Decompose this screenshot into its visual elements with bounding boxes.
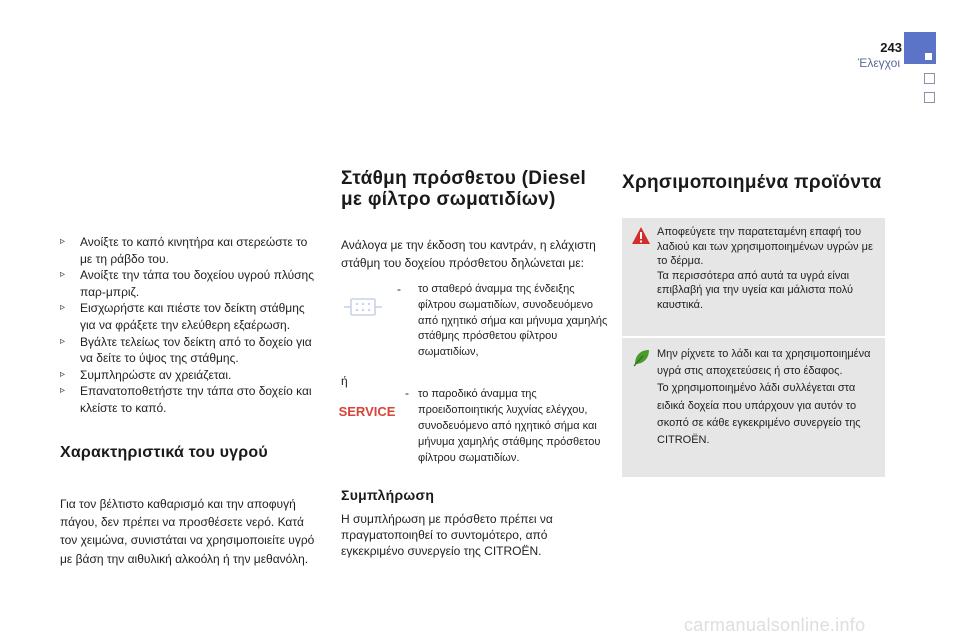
- environment-text: Μην ρίχνετε το λάδι και τα χρησιμοποιημένα υγρά στις αποχετεύσεις ή στο έδαφος. Το χρησιμοποιημένο λάδι συλλέγεται στα ειδικά δοχεία που υπάρχουν για αυτόν το σκοπό σε κάθε εγκεκριμένο συνεργείο της CITROËN.: [657, 348, 871, 447]
- list-item: ▹ Βγάλτε τελείως τον δείκτη από το δοχείο για να δείτε το ύψος της στάθμης.: [60, 334, 312, 366]
- list-item: ▹ Ανοίξτε το καπό κινητήρα και στερεώστε το με τη ράβδο του.: [60, 235, 308, 266]
- arrow-bullet-icon: ▹: [60, 236, 66, 247]
- particle-filter-warning-icon: [343, 294, 383, 320]
- arrow-bullet-icon: ▹: [60, 302, 66, 314]
- additive-intro-text: Ανάλογα με την έκδοση του καντράν, η ελάχιστη στάθμη του δοχείου πρόσθετου δηλώνεται με:: [341, 238, 596, 270]
- fluid-specs-heading: Χαρακτηριστικά του υγρού: [60, 444, 268, 461]
- list-item: ▹ Ανοίξτε την τάπα του δοχείου υγρού πλύσης παρ-μπριζ.: [60, 268, 314, 299]
- check-steps-list: [60, 234, 322, 417]
- fixed-warning-text: το σταθερό άναμμα της ένδειξης φίλτρου σωματιδίων, συνοδευόμενο από ηχητικό σήμα και μήνυμα χαμηλής στάθμης πρόσθετου φίλτρου σωματιδίων,: [418, 283, 608, 359]
- service-warning-icon: [338, 402, 396, 420]
- fluid-specs-text: Για τον βέλτιστο καθαρισμό και την αποφυγή πάγου, δεν πρέπει να προσθέσετε νερό. Κατά τον χειμώνα, συνιστάται να χρησιμοποιείτε υγρό με βάση την αιθυλική αλκοόλη ή την μεθανόλη.: [60, 497, 315, 566]
- page-number: 243: [880, 40, 902, 55]
- leaf-icon: [631, 348, 651, 368]
- warning-icon: [631, 226, 651, 245]
- refill-heading: Συμπλήρωση: [341, 487, 435, 503]
- arrow-bullet-icon: ▹: [60, 335, 66, 347]
- environment-box: [622, 336, 885, 477]
- list-dash: -: [397, 282, 401, 296]
- section-tab-active[interactable]: [904, 32, 936, 64]
- arrow-bullet-icon: ▹: [60, 269, 66, 281]
- list-item: ▹ Συμπληρώστε αν χρειάζεται.: [60, 367, 232, 382]
- arrow-bullet-icon: ▹: [60, 368, 66, 380]
- list-item: ▹ Εισχωρήστε και πιέστε τον δείκτη στάθμης για να φράξετε την ελεύθερη εξαέρωση.: [60, 301, 305, 332]
- section-tab[interactable]: [924, 73, 935, 84]
- used-products-heading: Χρησιμοποιημένα προϊόντα: [622, 172, 882, 193]
- additive-level-heading: Στάθμη πρόσθετου (Diesel με φίλτρο σωματιδίων): [341, 168, 587, 210]
- temporary-warning-text: το παροδικό άναμμα της προειδοποιητικής λυχνίας ελέγχου, συνοδευόμενο από ηχητικό σήμα και μήνυμα χαμηλής στάθμης πρόσθετου φίλτρου σωματιδίων.: [418, 388, 601, 464]
- list-item: ▹ Επανατοποθετήστε την τάπα στο δοχείο και κλείστε το καπό.: [60, 384, 312, 415]
- tab-marker-icon: [925, 53, 932, 60]
- list-dash: -: [405, 386, 409, 400]
- service-label: SERVICE: [338, 404, 396, 419]
- section-title: Έλεγχοι: [857, 56, 900, 70]
- arrow-bullet-icon: ▹: [60, 385, 66, 397]
- or-separator: ή: [341, 374, 348, 388]
- section-tab[interactable]: [924, 92, 935, 103]
- warning-text: Αποφεύγετε την παρατεταμένη επαφή του λαδιού και των χρησιμοποιημένων υγρών με το δέρμα. Τα περισσότερα από αυτά τα υγρά είναι επιβλαβή για την υγεία και μάλιστα πολύ καυστικά.: [657, 226, 873, 311]
- watermark: carmanualsonline.info: [684, 615, 866, 635]
- refill-text: Η συμπλήρωση με πρόσθετο πρέπει να πραγματοποιηθεί το συντομότερο, από εγκεκριμένο συνεργείο της CITROËN.: [341, 512, 553, 559]
- warning-box: [622, 218, 885, 338]
